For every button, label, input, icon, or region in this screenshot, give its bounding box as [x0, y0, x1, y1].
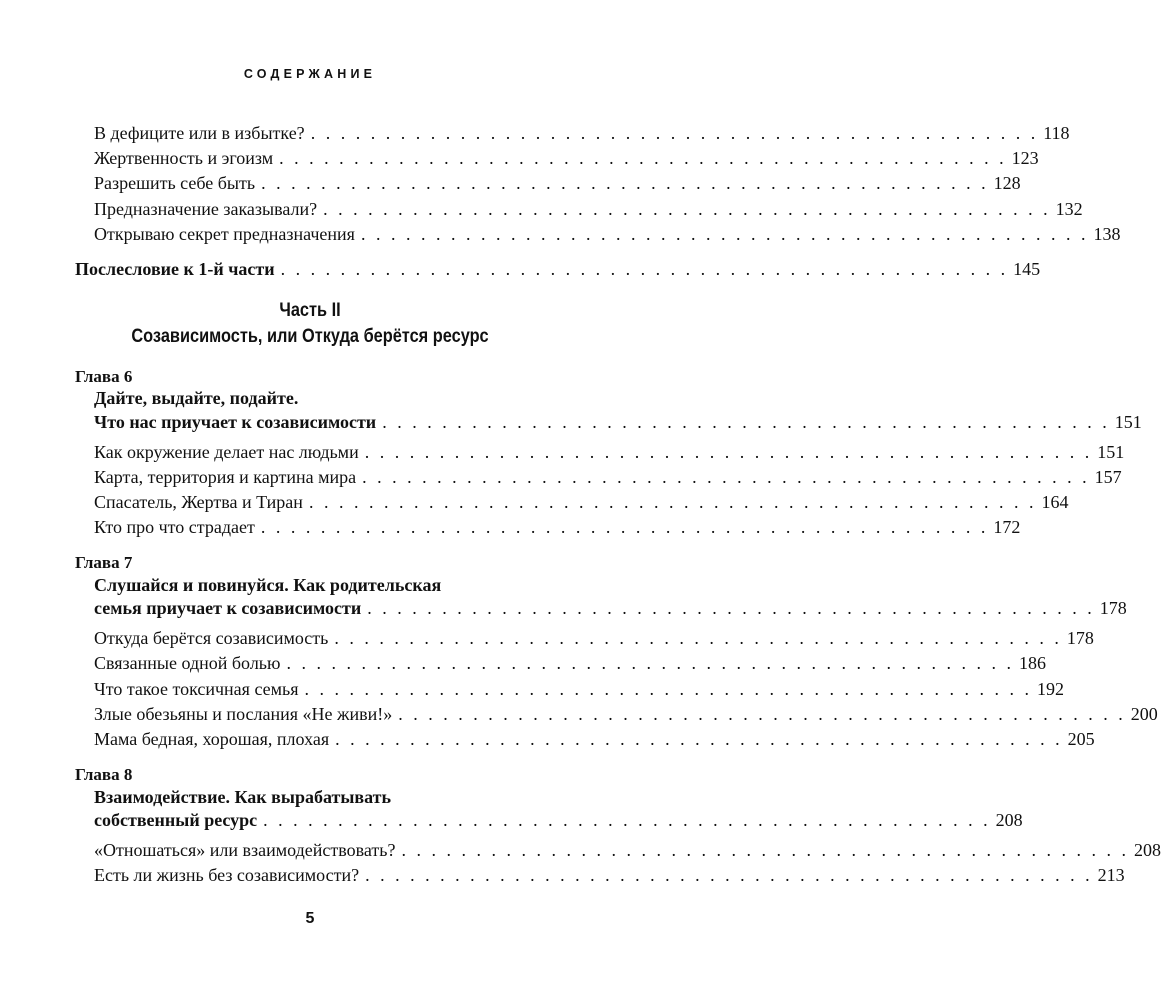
dot-leader: . . . . . . . . . . . . . . . . . . . . . . . . . . . . . . . . . . . . . . . . . . . . . . . . .	[334, 628, 1062, 648]
dot-leader: . . . . . . . . . . . . . . . . . . . . . . . . . . . . . . . . . . . . . . . . . . . . . . . . .	[280, 259, 1009, 279]
toc-entry-page: 178	[1066, 628, 1094, 648]
toc-entry[interactable]	[94, 197, 1083, 221]
toc-entry-page: 138	[1093, 224, 1121, 244]
dot-leader: . . . . . . . . . . . . . . . . . . . . . . . . . . . . . . . . . . . . . . . . . . . . . . . . .	[401, 840, 1129, 860]
toc-entry-page: 208	[995, 810, 1023, 830]
toc-entry[interactable]	[94, 440, 1125, 464]
toc-entry-page: 172	[993, 517, 1021, 537]
toc-entry-chapter[interactable]	[94, 808, 1023, 832]
toc-entry-page: 192	[1037, 679, 1065, 699]
chapter-label: Глава 8	[75, 765, 133, 784]
toc-entry-title: Предназначение заказывали?	[94, 199, 318, 219]
chapter-label: Глава 6	[75, 367, 133, 386]
toc-entry-page: 157	[1094, 467, 1122, 487]
toc-entry-title: Жертвенность и эгоизм	[94, 148, 274, 168]
toc-entry-chapter[interactable]	[94, 410, 1142, 434]
dot-leader: . . . . . . . . . . . . . . . . . . . . . . . . . . . . . . . . . . . . . . . . . . . . . . . . .	[304, 679, 1033, 699]
page-number: 5	[305, 910, 315, 927]
toc-entry-page: 128	[993, 173, 1021, 193]
chapter-title-line: семья приучает к созависимости	[94, 598, 362, 618]
chapter-title-line: Слушайся и повинуйся. Как родительская	[94, 575, 442, 595]
dot-leader: . . . . . . . . . . . . . . . . . . . . . . . . . . . . . . . . . . . . . . . . . . . . . . . . .	[398, 704, 1126, 724]
toc-entry-page: 132	[1055, 199, 1083, 219]
chapter-title-line: Дайте, выдайте, подайте.	[94, 388, 299, 408]
toc-entry[interactable]	[94, 677, 1065, 701]
dot-leader: . . . . . . . . . . . . . . . . . . . . . . . . . . . . . . . . . . . . . . . . . . . . . . . . .	[260, 517, 989, 537]
toc-entry-page: 208	[1133, 840, 1161, 860]
toc-entry[interactable]	[94, 171, 1021, 195]
toc-entry-title: Связанные одной болью	[94, 653, 281, 673]
dot-leader: . . . . . . . . . . . . . . . . . . . . . . . . . . . . . . . . . . . . . . . . . . . . . . . . .	[308, 492, 1037, 512]
toc-entry-title: Кто про что страдает	[94, 517, 255, 537]
dot-leader: . . . . . . . . . . . . . . . . . . . . . . . . . . . . . . . . . . . . . . . . . . . . . . . . .	[364, 442, 1093, 462]
toc-entry-title: Карта, территория и картина мира	[94, 467, 357, 487]
toc-entry-title: «Отношаться» или взаимодействовать?	[94, 840, 396, 860]
dot-leader: . . . . . . . . . . . . . . . . . . . . . . . . . . . . . . . . . . . . . . . . . . . . . . . . .	[382, 412, 1110, 432]
dot-leader: . . . . . . . . . . . . . . . . . . . . . . . . . . . . . . . . . . . . . . . . . . . . . . . . .	[365, 865, 1093, 885]
chapter-title-line: Взаимодействие. Как вырабатывать	[94, 787, 392, 807]
dot-leader: . . . . . . . . . . . . . . . . . . . . . . . . . . . . . . . . . . . . . . . . . . . . . . . . .	[263, 810, 991, 830]
toc-entry[interactable]	[94, 702, 1158, 726]
chapter-title-line: собственный ресурс	[94, 810, 258, 830]
toc-entry-chapter[interactable]	[94, 596, 1127, 620]
running-head: СОДЕРЖАНИЕ	[243, 67, 377, 81]
toc-entry-page: 205	[1067, 729, 1095, 749]
chapter-title-line: Что нас приучает к созависимости	[94, 412, 377, 432]
dot-leader: . . . . . . . . . . . . . . . . . . . . . . . . . . . . . . . . . . . . . . . . . . . . . . . . .	[367, 598, 1095, 618]
toc-entry-page: 151	[1114, 412, 1142, 432]
toc-entry[interactable]	[94, 727, 1095, 751]
toc-entry-title: Послесловие к 1-й части	[75, 259, 275, 279]
toc-entry[interactable]	[94, 626, 1094, 650]
toc-entry-page: 213	[1097, 865, 1125, 885]
dot-leader: . . . . . . . . . . . . . . . . . . . . . . . . . . . . . . . . . . . . . . . . . . . . . . . . .	[360, 224, 1089, 244]
dot-leader: . . . . . . . . . . . . . . . . . . . . . . . . . . . . . . . . . . . . . . . . . . . . . . . . .	[279, 148, 1007, 168]
toc-entry[interactable]	[94, 651, 1046, 675]
dot-leader: . . . . . . . . . . . . . . . . . . . . . . . . . . . . . . . . . . . . . . . . . . . . . . . . .	[310, 123, 1039, 143]
toc-entry-title: Откуда берётся созависимость	[94, 628, 329, 648]
toc-entry-page: 178	[1099, 598, 1127, 618]
toc-entry-page: 151	[1097, 442, 1125, 462]
toc-entry-afterword[interactable]	[75, 257, 1041, 281]
toc-entry[interactable]	[94, 863, 1125, 887]
toc-entry[interactable]	[94, 490, 1069, 514]
toc-entry-title: Открываю секрет предназначения	[94, 224, 355, 244]
chapter-label: Глава 7	[75, 553, 133, 572]
toc-entry[interactable]	[94, 838, 1161, 862]
toc-entry-title: Есть ли жизнь без созависимости?	[94, 865, 360, 885]
toc-entry[interactable]	[94, 465, 1122, 489]
toc-entry-page: 145	[1013, 259, 1041, 279]
part-title: Созависимость, или Откуда берётся ресурс	[131, 326, 489, 347]
dot-leader: . . . . . . . . . . . . . . . . . . . . . . . . . . . . . . . . . . . . . . . . . . . . . . . . .	[261, 173, 989, 193]
toc-entry[interactable]	[94, 146, 1039, 170]
toc-entry-page: 200	[1130, 704, 1158, 724]
toc-entry-page: 123	[1011, 148, 1039, 168]
toc-entry-title: В дефиците или в избытке?	[94, 123, 305, 143]
toc-entry-page: 118	[1043, 123, 1070, 143]
dot-leader: . . . . . . . . . . . . . . . . . . . . . . . . . . . . . . . . . . . . . . . . . . . . . . . . .	[335, 729, 1063, 749]
toc-entry-title: Разрешить себе быть	[94, 173, 256, 193]
toc-entry[interactable]	[94, 515, 1021, 539]
dot-leader: . . . . . . . . . . . . . . . . . . . . . . . . . . . . . . . . . . . . . . . . . . . . . . . . .	[323, 199, 1051, 219]
toc-entry-page: 186	[1018, 653, 1046, 673]
dot-leader: . . . . . . . . . . . . . . . . . . . . . . . . . . . . . . . . . . . . . . . . . . . . . . . . .	[362, 467, 1090, 487]
toc-entry-title: Как окружение делает нас людьми	[94, 442, 359, 462]
toc-entry-title: Что такое токсичная семья	[94, 679, 299, 699]
part-label: Часть II	[279, 300, 341, 321]
toc-entry-title: Спасатель, Жертва и Тиран	[94, 492, 303, 512]
dot-leader: . . . . . . . . . . . . . . . . . . . . . . . . . . . . . . . . . . . . . . . . . . . . . . . . .	[286, 653, 1014, 673]
toc-entry-title: Злые обезьяны и послания «Не живи!»	[94, 704, 393, 724]
toc-entry-title: Мама бедная, хорошая, плохая	[94, 729, 330, 749]
toc-entry[interactable]	[94, 222, 1121, 246]
toc-entry-page: 164	[1041, 492, 1069, 512]
toc-entry[interactable]	[94, 121, 1070, 145]
